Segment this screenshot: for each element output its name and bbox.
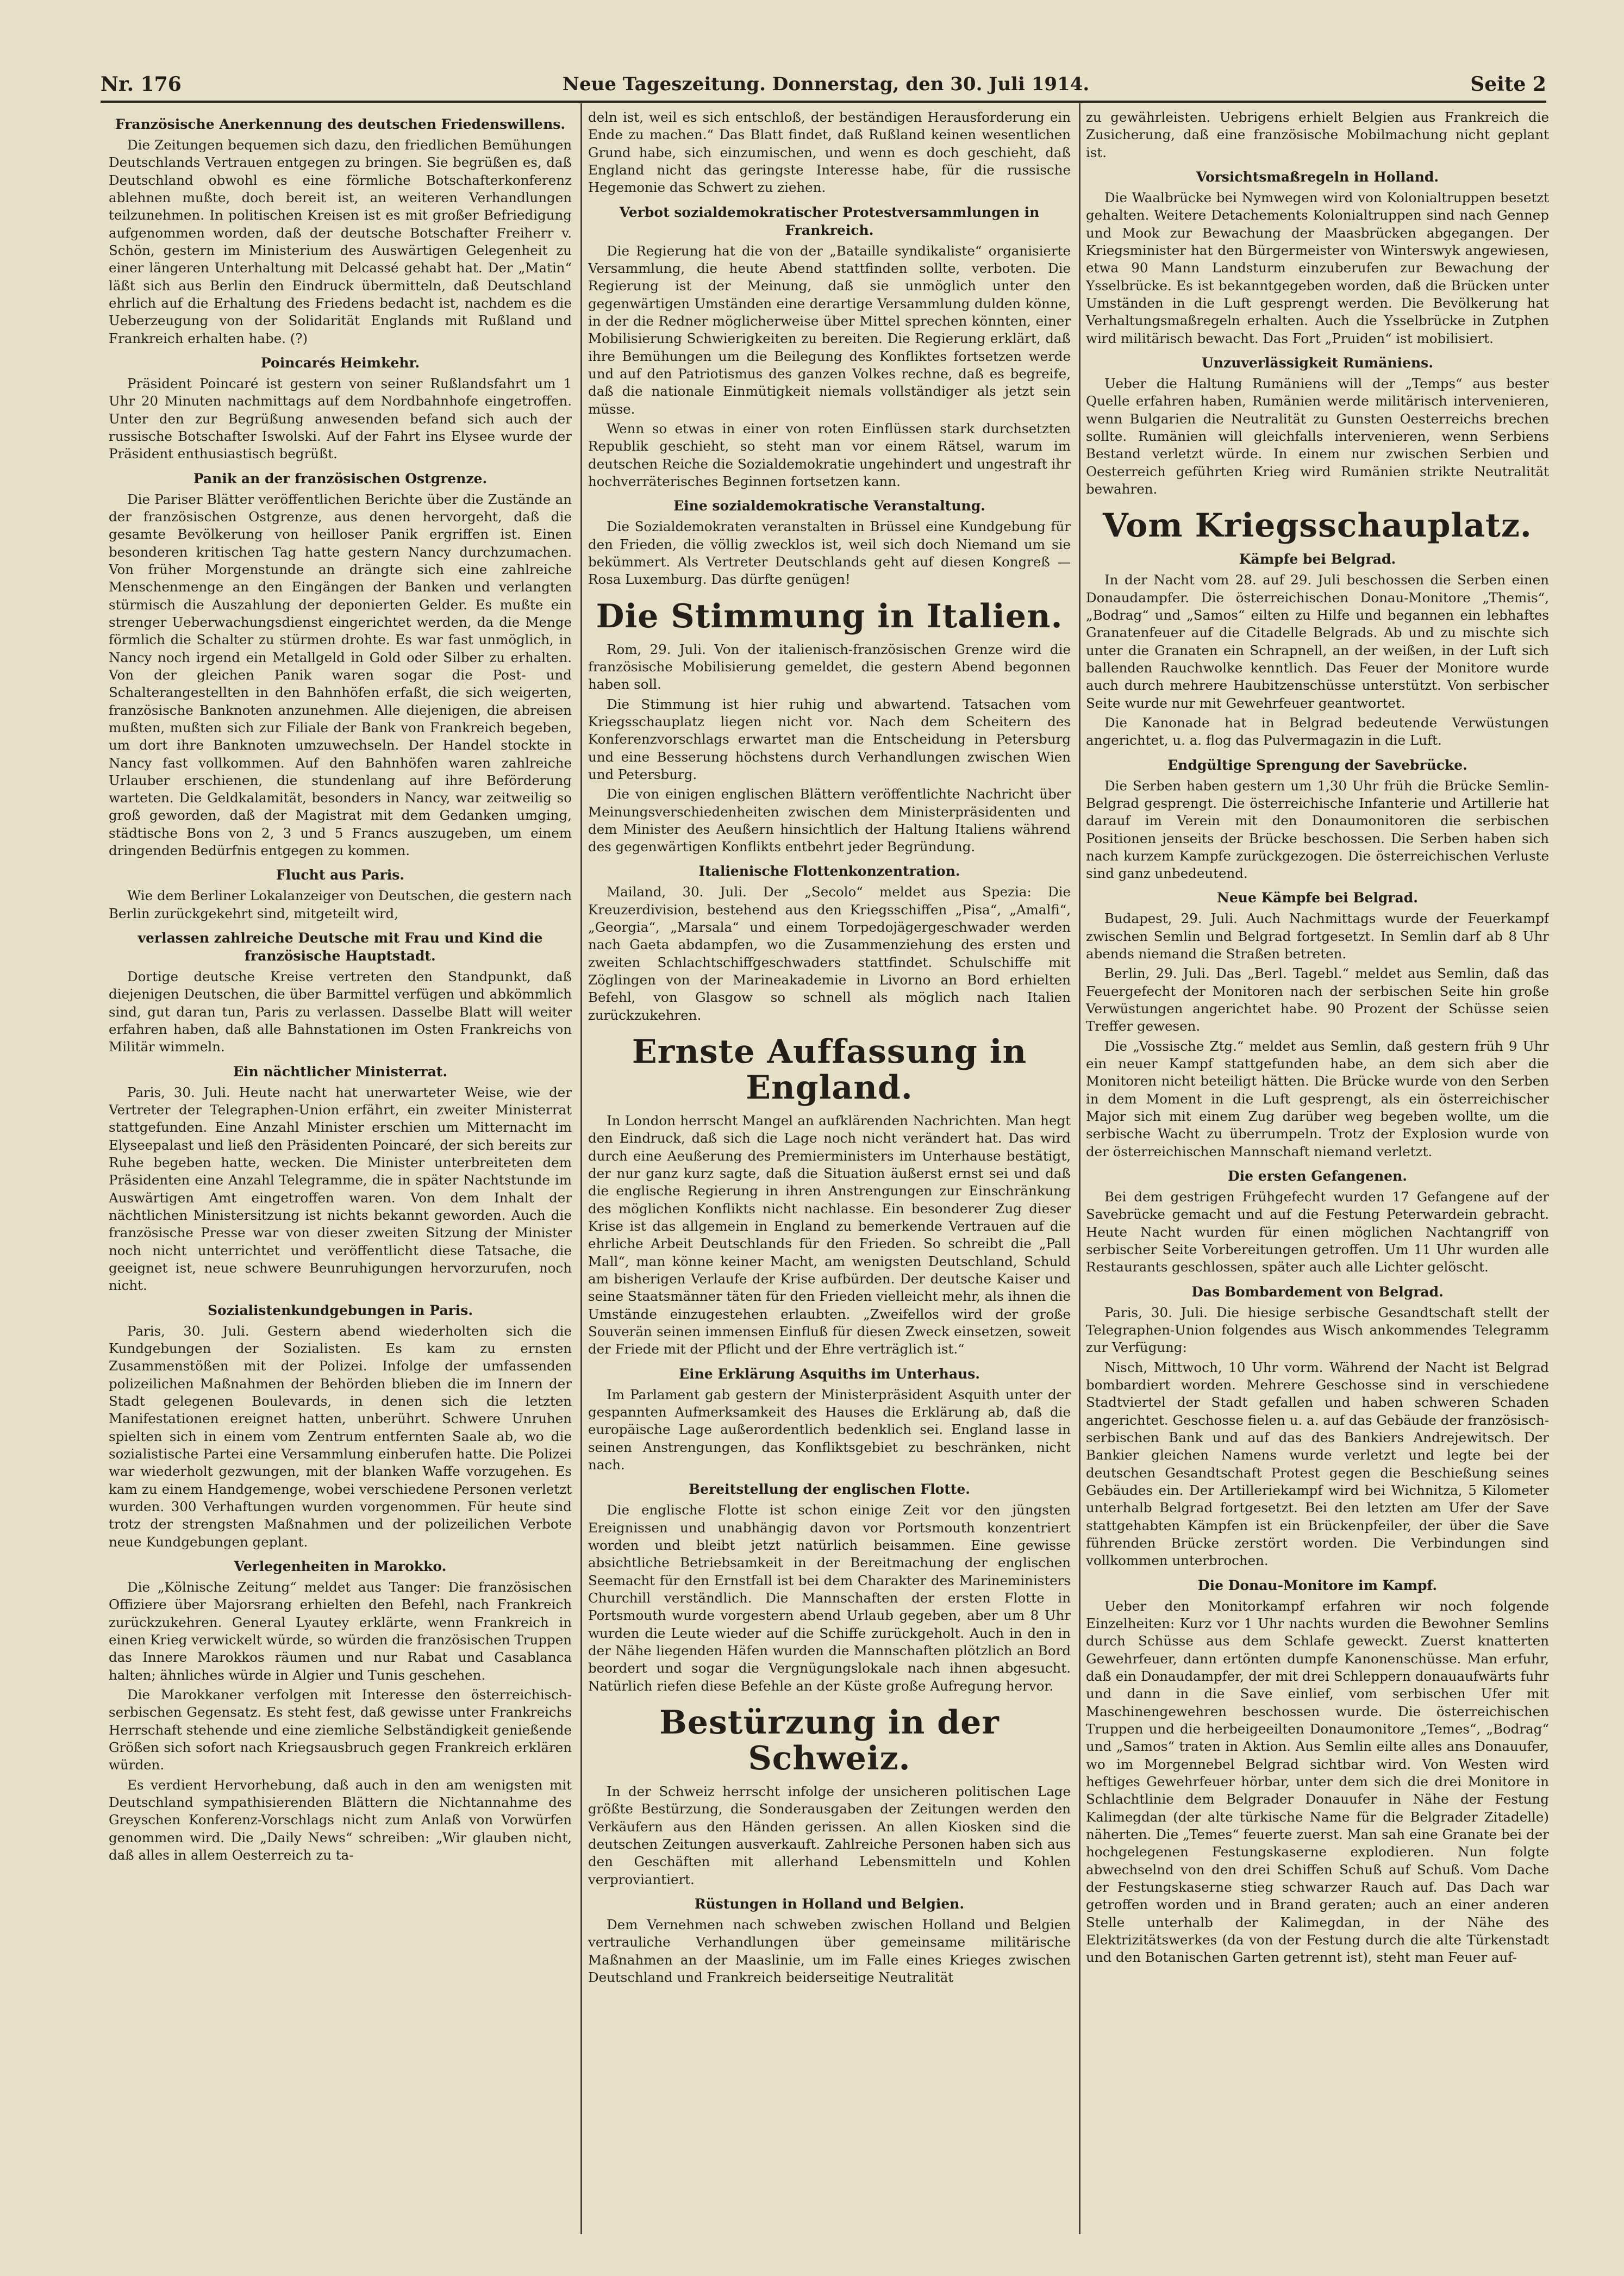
article-paragraph: Bei dem gestrigen Frühgefecht wurden 17 Gefangene auf der Savebrücke gemacht und auf die Festung Peterwardein gebracht. Heute Nacht wurden für einen möglichen Nachtangriff von serbischer Seite Vorbereitungen getroffen. Um 11 Uhr wurden alle Restaurants geschlossen, später auch alle Lichter gelöscht. (1086, 1189, 1549, 1275)
article-heading: Bereitstellung der englischen Flotte. (689, 1481, 970, 1498)
article-paragraph: Mailand, 30. Juli. Der „Secolo“ meldet aus Spezia: Die Kreuzerdivision, bestehend aus den Kriegsschiffen „Pisa“, „Amalfi“, „Georgia“, „Marsala“ und einem Torpedojägergeschwader werden nach Gaeta abdampfen, wo die Zusammenziehung des ersten und zweiten Schlachtschiffgeschwaders stattfindet. Schulschiffe mit Zöglingen von der Marineakademie in Livorno an Bord erhielten Befehl, von Glasgow so schnell als möglich nach Italien zurückzukehren. (588, 884, 1071, 1023)
article-heading: Rüstungen in Holland und Belgien. (694, 1895, 965, 1912)
article-paragraph: Im Parlament gab gestern der Ministerpräsident Asquith unter der gespannten Aufmerksamkeit des Hauses die Erklärung ab, daß die europäische Lage außerordentlich bedenklich sei. England lasse in seinen Anstrengungen, das Konfliktsgebiet zu beschränken, nicht nach. (588, 1386, 1071, 1473)
article-heading: Neue Kämpfe bei Belgrad. (1217, 890, 1418, 906)
article-heading: Unzuverlässigkeit Rumäniens. (1202, 354, 1433, 371)
article-heading: Kämpfe bei Belgrad. (1239, 551, 1396, 568)
article-heading: Eine Erklärung Asquiths im Unterhaus. (678, 1365, 980, 1382)
column-divider (580, 103, 582, 2234)
article-paragraph: Budapest, 29. Juli. Auch Nachmittags wurde der Feuerkampf zwischen Semlin und Belgrad fortgesetzt. In Semlin darf ab 8 Uhr abends niemand die Straßen betreten. (1086, 911, 1549, 962)
article-paragraph: Paris, 30. Juli. Heute nacht hat unerwarteter Weise, wie der Vertreter der Telegraphen-Union erfährt, ein zweiter Ministerrat stattgefunden. Eine Anzahl Minister erschien um Mitternacht im Elyseepalast und ließ den Präsidenten Poincaré, der sich bereits zur Ruhe begeben hatte, wecken. Die Minister unterbreiteten dem Präsidenten eine Anzahl Telegramme, die in später Nachtstunde im Auswärtigen Amt eingetroffen waren. Von dem Inhalt der nächtlichen Ministersitzung ist nichts bekannt geworden. Auch die französische Presse war von dieser zweiten Sitzung der Minister noch nicht unterrichtet und veröffentlicht diese Tatsache, die geeignet ist, neue schwere Beunruhigungen hervorzurufen, noch nicht. (109, 1084, 572, 1294)
section-headline: Ernste Auffassung in England. (632, 1033, 1027, 1107)
article-heading: Französische Anerkennung des deutschen Friedenswillens. (115, 116, 566, 132)
article-heading: Sozialistenkundgebungen in Paris. (207, 1302, 473, 1318)
page-number: Seite 2 (1470, 73, 1546, 96)
article-paragraph: Paris, 30. Juli. Gestern abend wiederholten sich die Kundgebungen der Sozialisten. Es kam zu ernsten Zusammenstößen mit der Polizei. Infolge der umfassenden polizeilichen Maßnahmen der Behörden blieben die im Innern der Stadt gelegenen Boulevards, in denen sich die letzten Manifestationen ereignet hatten, unberührt. Schwere Unruhen spielten sich in einem vom Zentrum entfernten Saale ab, wo die sozialistische Partei eine Versammlung einberufen hatte. Die Polizei war wiederholt gezwungen, mit der blanken Waffe vorzugehen. Es kam zu einem Handgemenge, wobei verschiedene Personen verletzt wurden. 300 Verhaftungen wurden vorgenommen. Für heute sind trotz der strengsten Maßnahmen und der polizeilichen Verbote neue Kundgebungen geplant. (109, 1323, 572, 1550)
article-paragraph: Es verdient Hervorhebung, daß auch in den am wenigsten mit Deutschland sympathisierenden Blättern die Nichtannahme des Greyschen Konferenz-Vorschlags nicht zum Anlaß von Vorwürfen genommen wird. Die „Daily News“ schreiben: „Wir glauben nicht, daß alles in allem Oesterreich zu ta- (109, 1776, 572, 1863)
newspaper-title-line: Neue Tageszeitung. Donnerstag, den 30. Juli 1914. (562, 73, 1090, 95)
article-paragraph: Die Zeitungen bequemen sich dazu, den friedlichen Bemühungen Deutschlands Vertrauen entgegen zu bringen. Sie begrüßen es, daß Deutschland obwohl es eine förmliche Botschafterkonferenz ablehnen mußte, doch bereit ist, an weiteren Verhandlungen teilzunehmen. In politischen Kreisen ist es mit großer Befriedigung aufgenommen worden, daß der deutsche Botschafter Freiherr v. Schön, gestern im Ministerium des Auswärtigen Gelegenheit zu einer längeren Unterhaltung mit Delcassé gehabt hat. Der „Matin“ läßt sich aus Berlin den Eindruck übermitteln, daß Deutschland ehrlich auf die Erhaltung des Friedens bedacht ist, nachdem es die Ueberzeugung von der Solidarität Englands mit Rußland und Frankreich erhalten habe. (?) (109, 137, 572, 346)
section-headline: Bestürzung in der Schweiz. (659, 1703, 1000, 1778)
article-heading: Panik an der französischen Ostgrenze. (193, 470, 488, 487)
article-paragraph: Dem Vernehmen nach schweben zwischen Holland und Belgien vertrauliche Verhandlungen über gemeinsame militärische Maßnahmen an der Maaslinie, um im Falle eines Krieges zwischen Deutschland und Frankreich beiderseitige Neutralität (588, 1916, 1071, 1985)
article-heading: Poincarés Heimkehr. (260, 354, 420, 371)
article-heading: Die ersten Gefangenen. (1227, 1168, 1407, 1184)
article-paragraph: Dortige deutsche Kreise vertreten den Standpunkt, daß diejenigen Deutschen, die über Barmittel verfügen und abkömmlich sind, gut daran tun, Paris zu verlassen. Dasselbe Blatt will weiter erfahren haben, daß alle Bahnstationen im Osten Frankreichs von Militär wimmeln. (109, 969, 572, 1055)
article-heading: verlassen zahlreiche Deutsche mit Frau und Kind die französische Hauptstadt. (138, 930, 543, 964)
article-paragraph: Die „Kölnische Zeitung“ meldet aus Tanger: Die französischen Offiziere über Majorsrang erhielten den Befehl, nach Frankreich zurückzukehren. General Lyautey erklärte, wenn Frankreich in einen Krieg verwickelt würde, so würden die französischen Truppen das Innere Marokkos räumen und nur Rabat und Casablanca halten; ähnliches würde in Algier und Tunis geschehen. (109, 1579, 572, 1683)
article-paragraph: Präsident Poincaré ist gestern von seiner Rußlandsfahrt um 1 Uhr 20 Minuten nachmittags auf dem Nordbahnhofe eingetroffen. Unter den zur Begrüßung anwesenden befand sich auch der russische Botschafter Iswolski. Auf der Fahrt ins Elysee wurde der Präsident enthusiastisch begrüßt. (109, 375, 572, 462)
article-paragraph: zu gewährleisten. Uebrigens erhielt Belgien aus Frankreich die Zusicherung, daß eine französische Mobilmachung nicht geplant ist. (1086, 109, 1549, 160)
article-paragraph: In London herrscht Mangel an aufklärenden Nachrichten. Man hegt den Eindruck, daß sich die Lage noch nicht verändert hat. Das wird durch eine Aeußerung des Premierministers im Unterhause bestätigt, der nur ganz kurz sagte, daß die Situation äußerst ernst sei und daß die englische Regierung in ihren Anstrengungen zur Einschränkung des möglichen Konflikts nicht nachlasse. Ein besonderer Zug dieser Krise ist das allgemein in England zu bemerkende Vertrauen auf die ehrliche Arbeit Deutschlands für den Frieden. So schreibt die „Pall Mall“, man könne keiner Macht, am wenigsten Deutschland, Schuld am bisherigen Verlaufe der Krise aufbürden. Der deutsche Kaiser und seine Staatsmänner täten für den Frieden vielleicht mehr, als ihnen die Umstände einzugestehen erlaubten. „Zweifellos wird der große Souverän seinen immensen Einfluß für diesen Zweck einsetzen, soweit der Friede mit der Pflicht und der Ehre verträglich ist.“ (588, 1113, 1071, 1357)
article-paragraph: In der Nacht vom 28. auf 29. Juli beschossen die Serben einen Donaudampfer. Die österreichischen Donau-Monitore „Themis“, „Bodrag“ und „Samos“ eilten zu Hilfe und begannen ein lebhaftes Granatenfeuer auf die Citadelle Belgrads. Ab und zu mischte sich unter die Granaten ein Schrapnell, an der weißen, in der Luft sich ballenden Rauchwolke kenntlich. Das Feuer der Monitore wurde auch durch mehrere Haubitzenschüsse unterstützt. Von serbischer Seite wurde nur mit Gewehrfeuer geantwortet. (1086, 572, 1549, 711)
article-paragraph: Ueber den Monitorkampf erfahren wir noch folgende Einzelheiten: Kurz vor 1 Uhr nachts wurden die Bewohner Semlins durch Schüsse aus dem Schlafe geweckt. Zuerst knatterten Gewehrfeuer, dann ertönten dumpfe Kanonenschüsse. Man erfuhr, daß ein Donaudampfer, der mit drei Schleppern donauaufwärts fuhr und dann in die Save einlief, vom serbischen Ufer mit Maschinengewehren beschossen wurde. Die österreichischen Truppen und die herbeigeeilten Donaumonitore „Temes“, „Bodrag“ und „Samos“ traten in Aktion. Aus Semlin eilte alles ans Donauufer, wo im Morgennebel Belgrad sichtbar wird. Von Westen wird heftiges Gewehrfeuer hörbar, unter dem sich die drei Monitore in Schlachtlinie dem Belgrader Donauufer in Nähe der Festung Kalimegdan (der alte türkische Name für die Belgrader Zitadelle) näherten. Die „Temes“ feuerte zuerst. Man sah eine Granate bei der hochgelegenen Festungskaserne explodieren. Nun folgte abwechselnd von den drei Schiffen Schuß auf Schuß. Vom Dache der Festungskaserne stieg schwarzer Rauch auf. Das Dach war getroffen worden und in Brand geraten; auch an einer anderen Stelle unterhalb der Kalimegdan, in der Nähe des Elektrizitätswerkes (da von der Festung durch die alte Türkenstadt und den Botanischen Garten getrennt ist), steht man Feuer auf- (1086, 1598, 1549, 1966)
article-paragraph: Die „Vossische Ztg.“ meldet aus Semlin, daß gestern früh 9 Uhr ein neuer Kampf stattgefunden habe, an dem sich aber die Monitoren nicht beteiligt hätten. Die Brücke wurde von den Serben in dem Moment in die Luft gesprengt, als ein österreichischer Major sich mit einem Zug darüber weg begeben wollte, um die serbische Wacht zu überrumpeln. Trotz der Explosion wurde von der österreichischen Mannschaft niemand verletzt. (1086, 1038, 1549, 1159)
article-paragraph: Die Stimmung ist hier ruhig und abwartend. Tatsachen vom Kriegsschauplatz liegen nicht vor. Nach dem Scheitern des Konferenzvorschlags erwartet man die Entscheidung in Petersburg und eine Besserung höchstens durch Verhandlungen zwischen Wien und Petersburg. (588, 696, 1071, 782)
article-heading: Vorsichtsmaßregeln in Holland. (1196, 169, 1439, 185)
article-paragraph: Die Serben haben gestern um 1,30 Uhr früh die Brücke Semlin-Belgrad gesprengt. Die österreichische Infanterie und Artillerie hat darauf im Verein mit den Donaumonitoren die serbischen Positionen jenseits der Brücke beschossen. Die Serben haben sich nach kurzem Kampfe zurückgezogen. Die österreichischen Verluste sind ganz unbedeutend. (1086, 777, 1549, 882)
column-divider (1079, 103, 1080, 2234)
article-paragraph: Die Marokkaner verfolgen mit Interesse den österreichisch-serbischen Gegensatz. Es steht fest, daß gewisse unter Frankreichs Herrschaft stehende und eine ziemliche Selbständigkeit genießende Größen sich sofort nach Kriegsausbruch gegen Frankreich erklären würden. (109, 1686, 572, 1773)
text-column-1 (109, 109, 572, 2229)
article-paragraph: Die von einigen englischen Blättern veröffentlichte Nachricht über Meinungsverschiedenheiten zwischen dem Ministerpräsidenten und dem Minister des Aeußern hinsichtlich der Haltung Italiens während des gegenwärtigen Konflikts entbehrt jeder Begründung. (588, 786, 1071, 855)
text-column-2 (588, 109, 1071, 2229)
article-heading: Verlegenheiten in Marokko. (234, 1558, 447, 1574)
page-header (101, 65, 1546, 103)
article-paragraph: In der Schweiz herrscht infolge der unsicheren politischen Lage größte Bestürzung, die Sonderausgaben der Zeitungen werden den Verkäufern aus den Händen gerissen. An allen Kiosken sind die deutschen Zeitungen ausverkauft. Zahlreiche Personen haben sich aus den Geschäften mit allerhand Lebensmitteln und Kohlen verproviantiert. (588, 1783, 1071, 1887)
article-paragraph: Die Pariser Blätter veröffentlichen Berichte über die Zustände an der französischen Ostgrenze, aus denen hervorgeht, daß die gesamte Bevölkerung von heilloser Panik ergriffen ist. Einen besonderen kritischen Tag hatte gestern Nancy durchzumachen. Von früher Morgenstunde an drängte sich eine zahlreiche Menschenmenge an den Eingängen der Banken und verlangten stürmisch die Auszahlung der deponierten Gelder. Es mußte ein strenger Ueberwachungsdienst eingerichtet werden, da die Menge förmlich die Schalter zu stürmen drohte. Es war fast unmöglich, in Nancy noch irgend ein Metallgeld in Gold oder Silber zu erhalten. Von der gleichen Panik waren sogar die Post- und Schalterangestellten in den Bahnhöfen erfaßt, die sich weigerten, französische Banknoten anzunehmen. Alle diejenigen, die abreisen mußten, mußten sich zur Filiale der Bank von Frankreich begeben, um dort ihre Banknoten umzuwechseln. Der Handel stockte in Nancy fast vollkommen. Auf den Bahnhöfen waren zahlreiche Urlauber erschienen, die stundenlang auf ihre Beförderung warteten. Die Geldkalamität, besonders in Nancy, war zeitweilig so groß geworden, daß der Magistrat mit dem Gedanken umging, städtische Bons von 2, 3 und 5 Francs auszugeben, um einem dringenden Bedürfnis entgegen zu kommen. (109, 491, 572, 859)
section-headline: Vom Kriegsschauplatz. (1103, 507, 1532, 545)
article-heading: Flucht aus Paris. (276, 867, 404, 883)
issue-number: Nr. 176 (101, 73, 182, 96)
article-paragraph: Die Waalbrücke bei Nymwegen wird von Kolonialtruppen besetzt gehalten. Weitere Detachements Kolonialtruppen sind nach Gennep und Mook zur Bewachung der Maasbrücken abgegangen. Der Kriegsminister hat den Bürgermeister von Winterswyk angewiesen, etwa 90 Mann Landsturm einzuberufen zur Bewachung der Ysselbrücke. Es ist bekanntgegeben worden, daß die Brücken unter Umständen in die Luft gesprengt werden. Die Bevölkerung hat Verhaltungsmaßregeln erhalten. Auch die Ysselbrücke in Zutphen wird militärisch bewacht. Das Fort „Pruiden“ ist mobilisiert. (1086, 189, 1549, 346)
text-column-3 (1086, 109, 1549, 2229)
article-paragraph: deln ist, weil es sich entschloß, der beständigen Herausforderung ein Ende zu machen.“ Das Blatt findet, daß Rußland keinen wesentlichen Grund habe, sich einzumischen, und wenn es doch geschieht, daß England nicht das geringste Interesse habe, für die russische Hegemonie das Schwert zu ziehen. (588, 109, 1071, 196)
article-heading: Ein nächtlicher Ministerrat. (233, 1063, 448, 1080)
article-paragraph: Wie dem Berliner Lokalanzeiger von Deutschen, die gestern nach Berlin zurückgekehrt sind, mitgeteilt wird, (109, 888, 572, 921)
article-paragraph: Ueber die Haltung Rumäniens will der „Temps“ aus bester Quelle erfahren haben, Rumänien werde militärisch intervenieren, wenn Bulgarien die Neutralität zu Gunsten Oesterreichs brechen sollte. Rumänien will gleichfalls intervenieren, wenn Serbiens Bestand verletzt würde. In einem nur zwischen Serbien und Oesterreich geführten Krieg wird Rumänien strikte Neutralität bewahren. (1086, 375, 1549, 497)
article-heading: Italienische Flottenkonzentration. (698, 863, 960, 880)
article-heading: Verbot sozialdemokratischer Protestversammlungen in Frankreich. (619, 204, 1040, 238)
article-paragraph: Berlin, 29. Juli. Das „Berl. Tagebl.“ meldet aus Semlin, daß das Feuergefecht der Monitoren nach der serbischen Seite hin große Verwüstungen angerichtet habe. 90 Prozent der Schüsse seien Treffer gewesen. (1086, 965, 1549, 1034)
article-paragraph: Die Kanonade hat in Belgrad bedeutende Verwüstungen angerichtet, u. a. flog das Pulvermagazin in die Luft. (1086, 714, 1549, 749)
section-headline: Die Stimmung in Italien. (596, 597, 1063, 635)
article-paragraph: Die Regierung hat die von der „Bataille syndikaliste“ organisierte Versammlung, die heute Abend stattfinden sollte, verboten. Die Regierung ist der Meinung, daß sie unmöglich unter den gegenwärtigen Umständen eine derartige Versammlung dulden könne, in der die Redner möglicherweise über Mittel sprechen könnten, einer Mobilisierung Schwierigkeiten zu bereiten. Die Regierung erklärt, daß ihre Bemühungen um die Beilegung des Konfliktes fortsetzen werde und auf den Patriotismus des ganzen Volkes rechne, daß es begreife, daß die nationale Einmütigkeit niemals vollständiger als jetzt sein müsse. (588, 242, 1071, 417)
article-heading: Die Donau-Monitore im Kampf. (1197, 1577, 1438, 1593)
article-paragraph: Paris, 30. Juli. Die hiesige serbische Gesandtschaft stellt der Telegraphen-Union folgendes aus Wisch ankommendes Telegramm zur Verfügung: (1086, 1304, 1549, 1356)
header-rule (101, 101, 1546, 103)
article-paragraph: Rom, 29. Juli. Von der italienisch-französischen Grenze wird die französische Mobilisierung gemeldet, die gestern Abend begonnen haben soll. (588, 641, 1071, 693)
article-paragraph: Wenn so etwas in einer von roten Einflüssen stark durchsetzten Republik geschieht, so steht man vor einem Rätsel, warum im deutschen Reiche die Sozialdemokratie ungehindert und ungestraft ihr hochverräterisches Beginnen fortsetzen kann. (588, 420, 1071, 489)
article-paragraph: Die Sozialdemokraten veranstalten in Brüssel eine Kundgebung für den Frieden, die völlig zwecklos ist, weil sich doch Niemand um sie bekümmert. Als Vertreter Deutschlands geht auf diesen Kongreß — Rosa Luxemburg. Das dürfte genügen! (588, 519, 1071, 588)
article-heading: Das Bombardement von Belgrad. (1191, 1283, 1444, 1300)
article-heading: Eine sozialdemokratische Veranstaltung. (673, 498, 985, 514)
article-paragraph: Nisch, Mittwoch, 10 Uhr vorm. Während der Nacht ist Belgrad bombardiert worden. Mehrere Geschosse sind in verschiedene Stadtviertel der Stadt gefallen und haben schweren Schaden angerichtet. Geschosse fielen u. a. auf das Gebäude der französisch-serbischen Bank und auf das des Bankiers Andrejewitsch. Der Bankier gleichen Namens wurde verletzt und legte bei der deutschen Gesandtschaft Protest gegen die Beschießung seines Gebäudes ein. Der Artilleriekampf wird bei Wichnitza, 5 Kilometer unterhalb Belgrad fortgesetzt. Bei den letzten am Ufer der Save stattgehabten Kämpfen ist ein Brückenpfeiler, der über die Save führenden Brücke zerstört worden. Die Verbindungen sind vollkommen unterbrochen. (1086, 1359, 1549, 1569)
article-paragraph: Die englische Flotte ist schon einige Zeit vor den jüngsten Ereignissen und unabhängig davon vor Portsmouth konzentriert worden und bleibt jetzt natürlich beisammen. Eine gewisse absichtliche Betriebsamkeit in der Bereitmachung der englischen Seemacht für den Ernstfall ist bei dem Charakter des Marineministers Churchill verständlich. Die Mannschaften der ersten Flotte in Portsmouth wurde vorgestern abend Urlaub gegeben, aber um 8 Uhr wurden die Leute wieder auf die Schiffe zurückgeholt. Auch in den in der Nähe liegenden Häfen wurden die Mannschaften plötzlich an Bord beordert und sogar die Vergnügungslokale nach ihnen abgesucht. Natürlich riefen diese Befehle an der Küste große Aufregung hervor. (588, 1502, 1071, 1694)
article-heading: Endgültige Sprengung der Savebrücke. (1167, 757, 1467, 773)
